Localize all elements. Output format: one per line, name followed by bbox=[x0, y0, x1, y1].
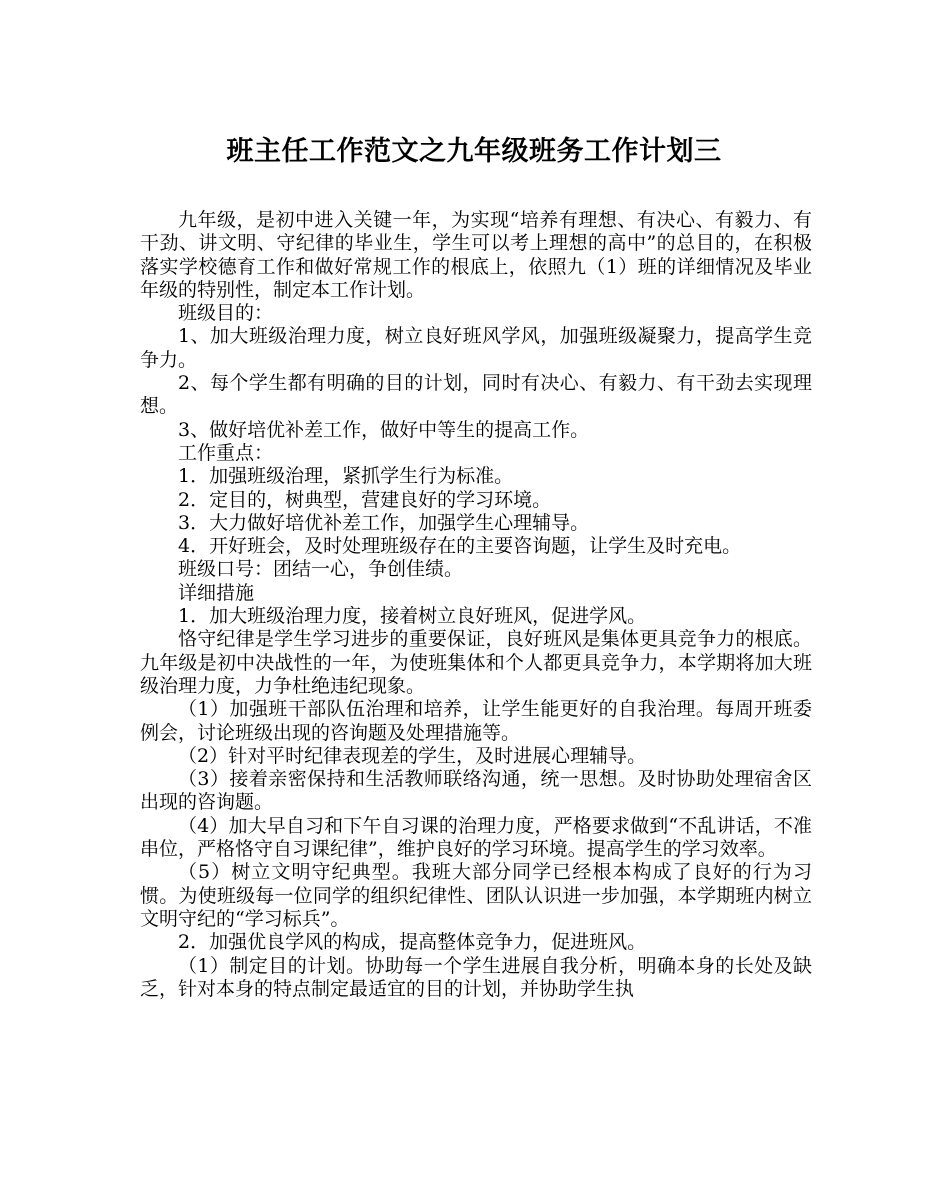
document-title: 班主任工作范文之九年级班务工作计划三 bbox=[226, 136, 722, 167]
heading-measures: 详细措施 bbox=[178, 581, 255, 604]
paragraph-class-slogan: 班级口号：团结一心，争创佳绩。 bbox=[178, 558, 464, 581]
paragraph-measure-1-3: （3）接着亲密保持和生活教师联络沟通，统一思想。及时协助处理宿舍区出现的咨询题。 bbox=[140, 768, 812, 814]
paragraph-discipline: 恪守纪律是学生学习进步的重要保证，良好班风是集体更具竞争力的根底。九年级是初中决战性的一年，为使班集体和个人都更具竞争力，本学期将加大班级治理力度，力争杜绝违纪现象。 bbox=[140, 628, 812, 697]
paragraph-measure-1-4: （4）加大早自习和下午自习课的治理力度，严格要求做到“不乱讲话，不准串位，严格恪守自习课纪律”，维护良好的学习环境。提高学生的学习效率。 bbox=[140, 814, 812, 861]
paragraph-focus-3: 3．大力做好培优补差工作，加强学生心理辅导。 bbox=[178, 511, 590, 534]
paragraph-intro: 九年级，是初中进入关键一年，为实现“培养有理想、有决心、有毅力、有干劲、讲文明、守纪律的毕业生，学生可以考上理想的高中”的总目的，在积极落实学校德育工作和做好常规工作的根底上，依照九（1）班的详细情况及毕业年级的特别性，制定本工作计划。 bbox=[140, 209, 812, 301]
paragraph-focus-2: 2．定目的，树典型，营建良好的学习环境。 bbox=[178, 488, 552, 511]
heading-work-focus: 工作重点： bbox=[178, 441, 274, 464]
heading-class-goals: 班级目的： bbox=[178, 302, 274, 325]
paragraph-focus-4: 4．开好班会，及时处理班级存在的主要咨询题，让学生及时充电。 bbox=[178, 535, 742, 558]
paragraph-measure-2-1: （1）制定目的计划。协助每一个学生进展自我分析，明确本身的长处及缺乏，针对本身的特点制定最适宜的目的计划，并协助学生执 bbox=[140, 954, 812, 1000]
paragraph-measure-1-5: （5）树立文明守纪典型。我班大部分同学已经根本构成了良好的行为习惯。为使班级每一位同学的组织纪律性、团队认识进一步加强，本学期班内树立文明守纪的“学习标兵”。 bbox=[140, 861, 812, 930]
paragraph-measure-2: 2．加强优良学风的构成，提高整体竞争力，促进班风。 bbox=[178, 931, 647, 954]
paragraph-goal-1: 1、加大班级治理力度，树立良好班风学风，加强班级凝聚力，提高学生竞争力。 bbox=[140, 325, 812, 371]
document-body bbox=[140, 209, 812, 1001]
paragraph-measure-1-2: （2）针对平时纪律表现差的学生，及时进展心理辅导。 bbox=[178, 744, 647, 767]
paragraph-goal-3: 3、做好培优补差工作，做好中等生的提高工作。 bbox=[178, 418, 590, 441]
paragraph-measure-1: 1．加大班级治理力度，接着树立良好班风，促进学风。 bbox=[178, 605, 647, 628]
paragraph-goal-2: 2、每个学生都有明确的目的计划，同时有决心、有毅力、有干劲去实现理想。 bbox=[140, 372, 812, 418]
paragraph-measure-1-1: （1）加强班干部队伍治理和培养，让学生能更好的自我治理。每周开班委例会，讨论班级出现的咨询题及处理措施等。 bbox=[140, 698, 812, 744]
paragraph-focus-1: 1．加强班级治理，紧抓学生行为标准。 bbox=[178, 465, 514, 488]
